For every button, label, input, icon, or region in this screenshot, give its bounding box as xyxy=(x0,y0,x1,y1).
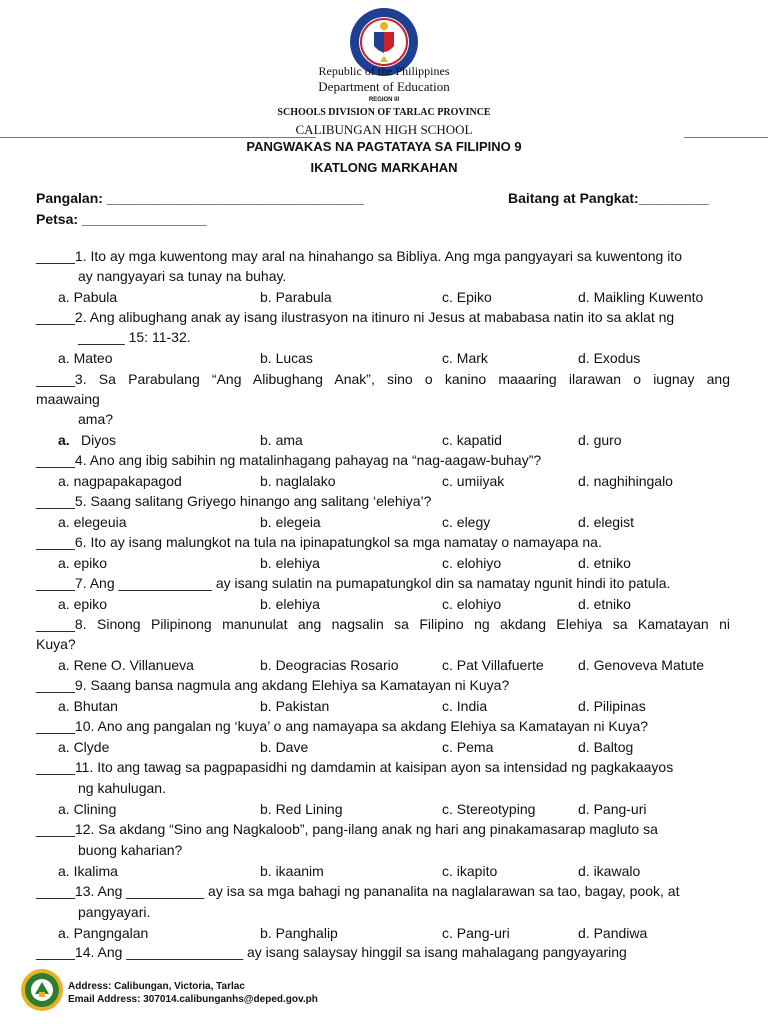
question-13-line-2: pangyayari. xyxy=(78,904,151,920)
q2-choice-a[interactable]: a. Mateo xyxy=(58,350,113,366)
q12-choice-d[interactable]: d. ikawalo xyxy=(578,863,641,879)
q12-choice-b[interactable]: b. ikaanim xyxy=(260,863,324,879)
question-7-line-1: _____7. Ang ____________ ay isang sulatin na pumapatungkol din sa namatay ngunit hindi ito patula. xyxy=(36,575,671,591)
q6-choice-b[interactable]: b. elehiya xyxy=(260,555,320,571)
q1-choice-d[interactable]: d. Maikling Kuwento xyxy=(578,289,704,305)
q2-choice-d[interactable]: d. Exodus xyxy=(578,350,641,366)
q8-choice-a[interactable]: a. Rene O. Villanueva xyxy=(58,657,194,673)
q13-choice-d[interactable]: d. Pandiwa xyxy=(578,925,648,941)
q10-choice-a[interactable]: a. Clyde xyxy=(58,739,110,755)
q13-choice-c[interactable]: c. Pang-uri xyxy=(442,925,510,941)
q12-choice-c[interactable]: c. ikapito xyxy=(442,863,498,879)
q5-choice-a[interactable]: a. elegeuia xyxy=(58,514,127,530)
q6-choice-d[interactable]: d. etniko xyxy=(578,555,631,571)
q7-choice-a[interactable]: a. epiko xyxy=(58,596,108,612)
grade-section-field[interactable]: Baitang at Pangkat:_________ xyxy=(508,190,709,206)
division-line: SCHOOLS DIVISION OF TARLAC PROVINCE xyxy=(277,107,491,118)
q8-choice-b[interactable]: b. Deogracias Rosario xyxy=(260,657,399,673)
q4-choice-a[interactable]: a. nagpapakapagod xyxy=(58,473,182,489)
question-3-line-1: _____3. Sa Parabulang “Ang Alibughang Anak”, sino o kanino maaaring ilarawan o iugnay ang xyxy=(36,371,730,387)
region-line: REGION III xyxy=(368,97,400,103)
q10-choice-d[interactable]: d. Baltog xyxy=(578,739,634,755)
q11-choice-b[interactable]: b. Red Lining xyxy=(260,801,343,817)
q4-choice-d[interactable]: d. naghihingalo xyxy=(578,473,673,489)
date-field[interactable]: Petsa: ________________ xyxy=(36,211,207,227)
q7-choice-c[interactable]: c. elohiyo xyxy=(442,596,502,612)
question-12-line-1: _____12. Sa akdang “Sino ang Nagkaloob”, pang-ilang anak ng hari ang pinakamasarap magluto sa xyxy=(36,821,658,837)
q6-choice-c[interactable]: c. elohiyo xyxy=(442,555,502,571)
question-13-line-1: _____13. Ang __________ ay isa sa mga bahagi ng pananalita na naglalarawan sa tao, bagay, pook, at xyxy=(36,883,680,899)
question-1-line-1: _____1. Ito ay mga kuwentong may aral na hinahango sa Bibliya. Ang mga pangyayari sa kuwentong ito xyxy=(36,248,682,264)
exam-title: PANGWAKAS NA PAGTATAYA SA FILIPINO 9 xyxy=(246,139,522,154)
question-14-line-1: _____14. Ang _______________ ay isang salaysay hinggil sa isang mahalagang pangyayaring xyxy=(36,944,627,960)
q4-choice-b[interactable]: b. naglalako xyxy=(260,473,336,489)
q13-choice-b[interactable]: b. Panghalip xyxy=(260,925,338,941)
header-divider-right xyxy=(684,137,768,138)
school-logo-icon xyxy=(20,968,64,1012)
question-11-line-1: _____11. Ito ang tawag sa pagpapasidhi ng damdamin at kaisipan ayon sa intensidad ng pagkakaayos xyxy=(36,759,674,775)
q11-choice-d[interactable]: d. Pang-uri xyxy=(578,801,647,817)
q6-choice-a[interactable]: a. epiko xyxy=(58,555,108,571)
question-11-line-2: ng kahulugan. xyxy=(78,780,166,796)
school-name: CALIBUNGAN HIGH SCHOOL xyxy=(295,122,473,137)
q3-choice-b[interactable]: b. ama xyxy=(260,432,303,448)
exam-subtitle: IKATLONG MARKAHAN xyxy=(310,160,458,175)
q11-choice-c[interactable]: c. Stereotyping xyxy=(442,801,536,817)
q13-choice-a[interactable]: a. Pangngalan xyxy=(58,925,149,941)
question-3-line-3: ama? xyxy=(78,411,114,427)
question-9-line-1: _____9. Saang bansa nagmula ang akdang Elehiya sa Kamatayan ni Kuya? xyxy=(36,677,510,693)
q8-choice-d[interactable]: d. Genoveva Matute xyxy=(578,657,705,673)
footer-address: Address: Calibungan, Victoria, Tarlac xyxy=(68,981,245,992)
question-8-line-1: _____8. Sinong Pilipinong manunulat ang nagsalin sa Filipino ng akdang Elehiya sa Kamatayan ni xyxy=(36,616,730,632)
q3-choice-d[interactable]: d. guro xyxy=(578,432,622,448)
q10-choice-b[interactable]: b. Dave xyxy=(260,739,309,755)
q5-choice-c[interactable]: c. elegy xyxy=(442,514,491,530)
q2-choice-c[interactable]: c. Mark xyxy=(442,350,488,366)
q5-choice-d[interactable]: d. elegist xyxy=(578,514,635,530)
header-divider-left xyxy=(0,137,316,138)
q12-choice-a[interactable]: a. Ikalima xyxy=(58,863,118,879)
question-8-line-2: Kuya? xyxy=(36,636,76,652)
question-2-line-2: ______ 15: 11-32. xyxy=(78,329,191,345)
question-3-line-2: maawaing xyxy=(36,391,100,407)
question-5-line-1: _____5. Saang salitang Griyego hinango ang salitang ‘elehiya’? xyxy=(36,493,432,509)
question-2-line-1: _____2. Ang alibughang anak ay isang ilustrasyon na itinuro ni Jesus at mababasa natin ito sa aklat ng xyxy=(36,309,675,325)
q9-choice-a[interactable]: a. Bhutan xyxy=(58,698,118,714)
question-6-line-1: _____6. Ito ay isang malungkot na tula na ipinapatungkol sa mga namatay o namayapa na. xyxy=(36,534,602,550)
q1-choice-b[interactable]: b. Parabula xyxy=(260,289,332,305)
q9-choice-b[interactable]: b. Pakistan xyxy=(260,698,330,714)
republic-line: Republic of the Philippines xyxy=(318,64,450,78)
q9-choice-d[interactable]: d. Pilipinas xyxy=(578,698,646,714)
q11-choice-a[interactable]: a. Clining xyxy=(58,801,117,817)
q4-choice-c[interactable]: c. umiiyak xyxy=(442,473,505,489)
q9-choice-c[interactable]: c. India xyxy=(442,698,488,714)
q3-choice-a[interactable]: Diyos xyxy=(81,432,117,448)
q3-choice-c[interactable]: c. kapatid xyxy=(442,432,502,448)
department-line: Department of Education xyxy=(318,79,450,94)
question-4-line-1: _____4. Ano ang ibig sabihin ng matalinhagang pahayag na “nag-aagaw-buhay”? xyxy=(36,452,542,468)
question-1-line-2: ay nangyayari sa tunay na buhay. xyxy=(78,268,287,284)
q1-choice-a[interactable]: a. Pabula xyxy=(58,289,118,305)
q5-choice-b[interactable]: b. elegeia xyxy=(260,514,321,530)
q3-choice-a-letter: a. xyxy=(58,432,70,448)
question-10-line-1: _____10. Ano ang pangalan ng ‘kuya’ o ang namayapa sa akdang Elehiya sa Kamatayan ni Kuya? xyxy=(36,718,649,734)
q7-choice-b[interactable]: b. elehiya xyxy=(260,596,320,612)
q10-choice-c[interactable]: c. Pema xyxy=(442,739,494,755)
name-field[interactable]: Pangalan: _________________________________ xyxy=(36,190,364,206)
question-12-line-2: buong kaharian? xyxy=(78,842,183,858)
footer-email[interactable]: Email Address: 307014.calibunganhs@deped.gov.ph xyxy=(68,994,318,1005)
q7-choice-d[interactable]: d. etniko xyxy=(578,596,631,612)
q8-choice-c[interactable]: c. Pat Villafuerte xyxy=(442,657,544,673)
q1-choice-c[interactable]: c. Epiko xyxy=(442,289,492,305)
q2-choice-b[interactable]: b. Lucas xyxy=(260,350,313,366)
